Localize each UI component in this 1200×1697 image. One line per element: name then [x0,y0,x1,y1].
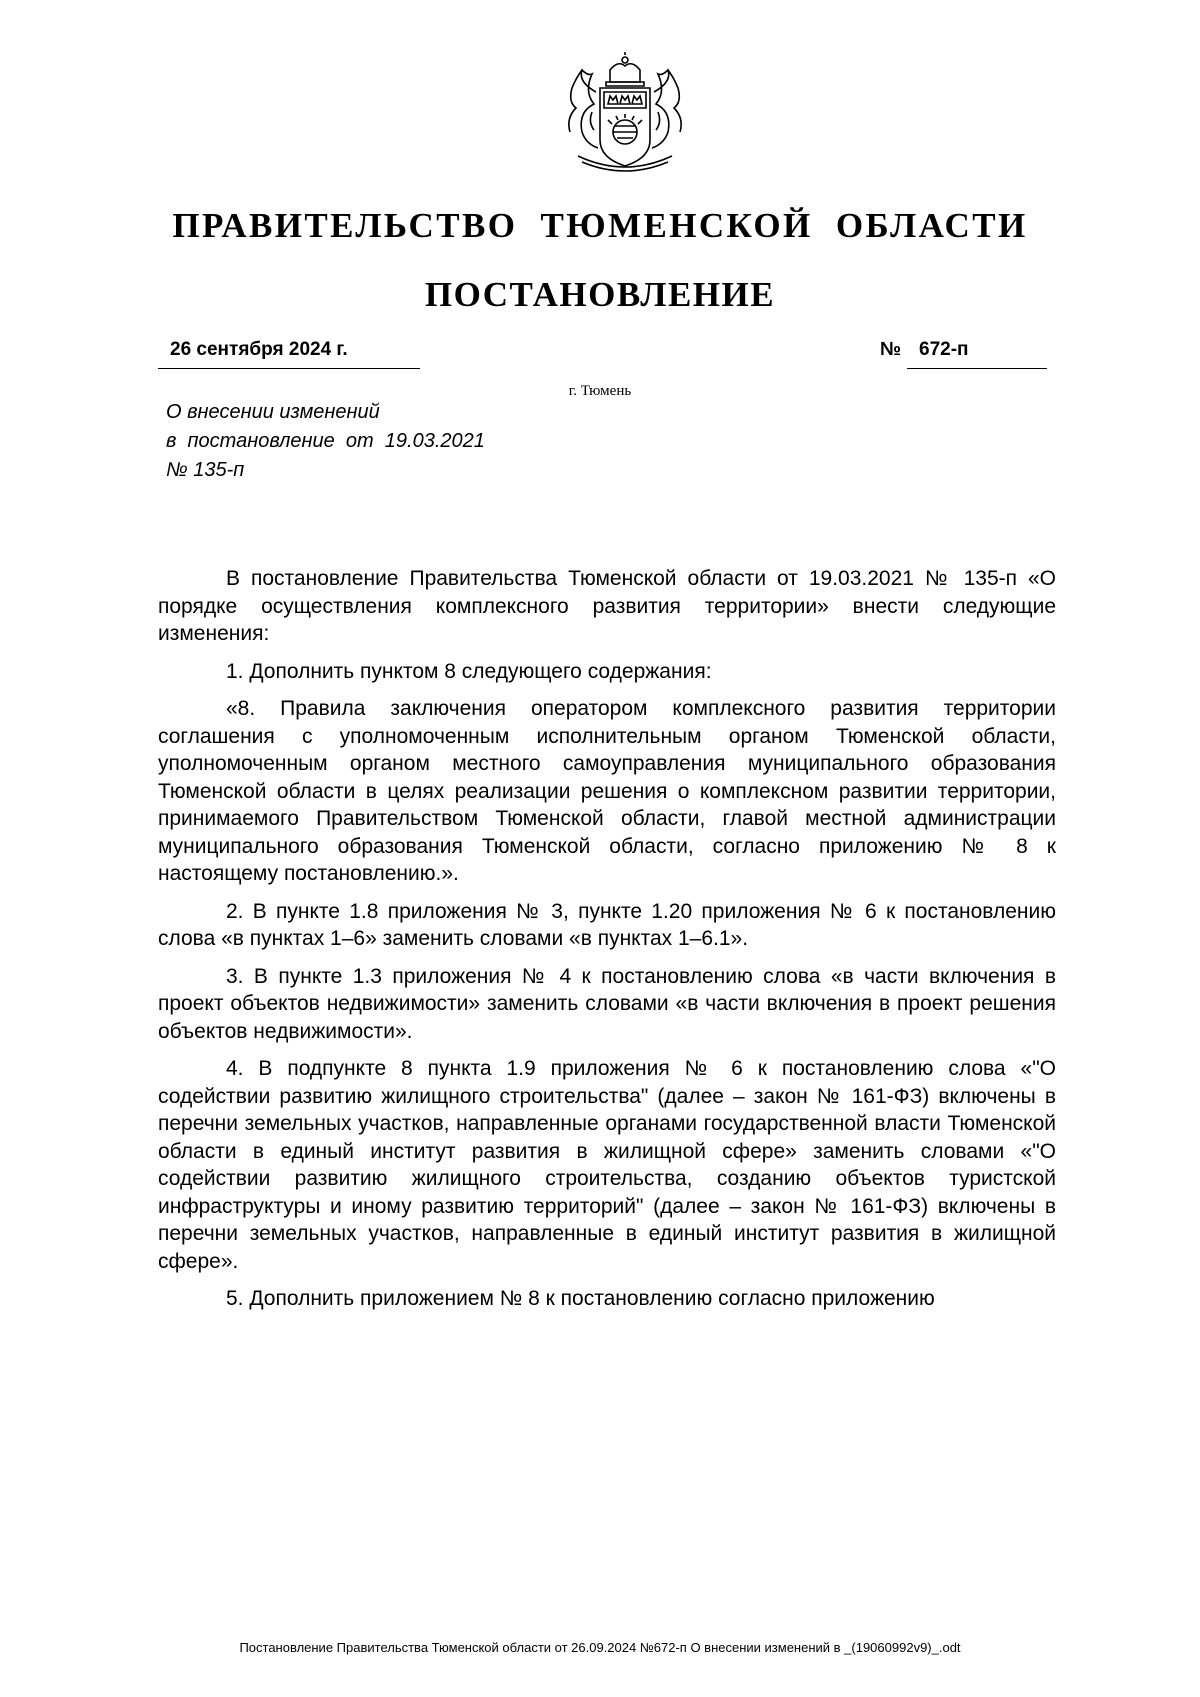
body-paragraph-item-3: 3. В пункте 1.3 приложения № 4 к постановлению слова «в части включения в проект объектов недвижимости» заменить словами «в части включения в проект решения объектов недвижимости». [158,964,1056,1043]
subject-line: в постановление от 19.03.2021 [166,430,485,452]
body-paragraph-item-5: 5. Дополнить приложением № 8 к постановлению согласно приложению [226,1287,935,1310]
body-paragraph-item-1: 1. Дополнить пунктом 8 следующего содержания: [226,659,712,683]
coat-of-arms-icon [548,52,702,176]
document-date: 26 сентября 2024 г. [170,339,348,360]
body-paragraph-item-2: 2. В пункте 1.8 приложения № 3, пункте 1.20 приложения № 6 к постановлению слова «в пунктах 1–6» заменить словами «в пунктах 1–6.1». [158,899,1056,950]
subject-line: № 135-п [166,459,245,481]
government-name-heading: ПРАВИТЕЛЬСТВО ТЮМЕНСКОЙ ОБЛАСТИ [172,206,1028,245]
body-paragraph-intro: В постановление Правительства Тюменской области от 19.03.2021 № 135-п «О порядке осуществления комплексного развития территории» внести следующие изменения: [158,567,1056,645]
footer-filename: Постановление Правительства Тюменской области от 26.09.2024 №672-п О внесении изменений в _(19060992v9)_.odt [239,1640,961,1655]
subject-line: О внесении изменений [166,401,380,423]
document-type-heading: ПОСТАНОВЛЕНИЕ [424,275,776,314]
document-number: 672-п [919,339,969,360]
document-body [158,565,1056,1323]
document-number-label: № [880,339,902,360]
body-paragraph-item-1-quote: «8. Правила заключения оператором комплексного развития территории соглашения с уполномоченным исполнительным органом Тюменской области, уполномоченным органом местного самоуправления муниципального образования Тюменской области в целях реализации решения о комплексном развитии территории, принимаемого Правительством Тюменской области, главой местной администрации муниципального образования Тюменской области, согласно приложению № 8 к настоящему постановлению.». [158,697,1056,885]
city-name: г. Тюмень [568,383,632,399]
document-subject [166,398,485,485]
coat-of-arms-emblem [548,52,702,176]
body-paragraph-item-4: 4. В подпункте 8 пункта 1.9 приложения № 6 к постановлению слова «"О содействии развитию жилищного строительства" (далее – закон № 161-ФЗ) включены в перечни земельных участков, направленные органами государственной власти Тюменской области в единый институт развития в жилищной сфере» заменить словами «"О содействии развитию жилищного строительства, созданию объектов туристской инфраструктуры и иному развитию территорий" (далее – закон № 161-ФЗ) включены в перечни земельных участков, направленные в единый институт развития в жилищной сфере». [158,1057,1056,1273]
document-number-field [907,338,1047,369]
document-date-field [158,338,420,369]
